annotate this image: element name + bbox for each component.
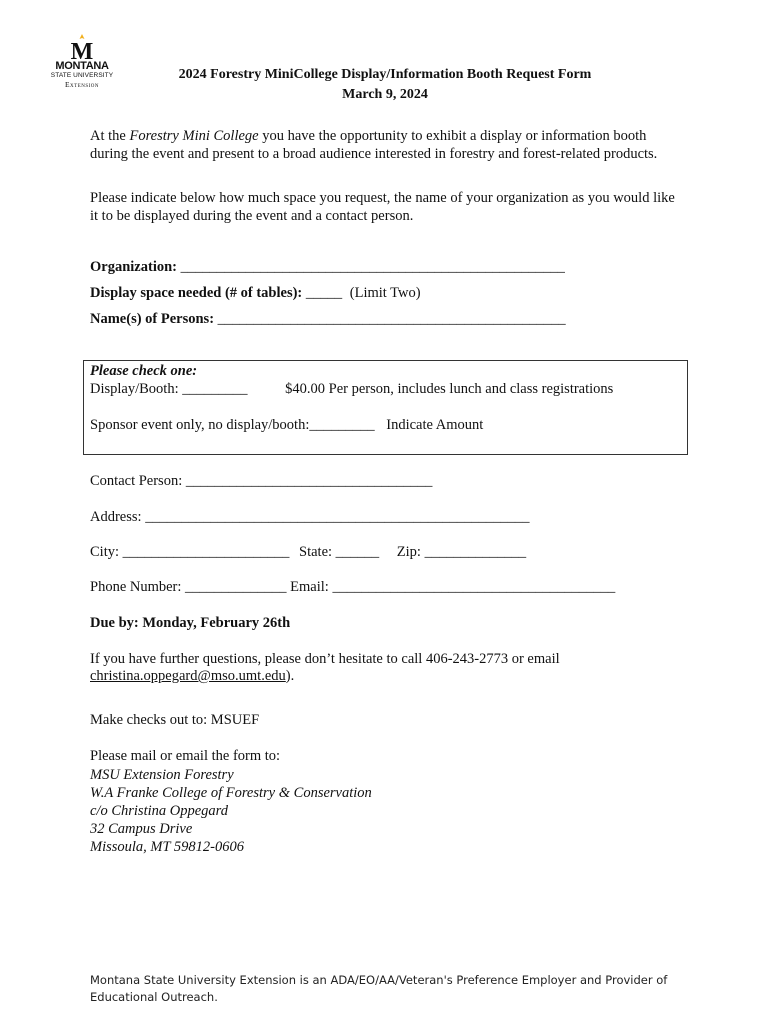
contact-person-field[interactable] [90, 473, 432, 490]
check-one-heading [90, 363, 197, 380]
booth-price: $40.00 Per person, includes lunch and class registrations [285, 381, 614, 397]
intro-suffix: you have the opportunity to exhibit a display or information booth during the event and present to a broad audience interested in forestry and forest-related products. [90, 128, 658, 162]
footer-line-1: Montana State University Extension is an ADA/EO/AA/Veteran's Preference Employer and Provider of [90, 973, 668, 987]
logo-line-montana: MONTANA [55, 60, 109, 72]
display-space-blank[interactable]: _____ [305, 285, 343, 301]
questions-suffix: ). [285, 668, 295, 684]
intro-paragraph [90, 128, 680, 163]
organization-blank[interactable]: _____________________________________________________ [180, 259, 565, 275]
questions-email-line [90, 668, 294, 685]
check-one-heading-text: Please check one: [90, 363, 198, 379]
email-label: Email: [290, 579, 329, 595]
city-label: City: [90, 544, 120, 560]
contact-person-blank[interactable]: __________________________________ [185, 473, 433, 489]
intro-prefix: At the [90, 128, 130, 144]
address-blank[interactable]: _____________________________________________________ [145, 509, 530, 525]
booth-option[interactable] [90, 381, 613, 398]
address-label: Address: [90, 509, 142, 525]
mail-address-line: 32 Campus Drive [90, 821, 193, 837]
questions-text: If you have further questions, please don’t hesitate to call 406-243-2773 or email [90, 651, 560, 667]
phone-email-row [90, 579, 615, 596]
email-blank[interactable]: _______________________________________ [332, 579, 616, 595]
mail-address-line: c/o Christina Oppegard [90, 803, 229, 819]
instructions-paragraph: Please indicate below how much space you request, the name of your organization as you would like it to be displayed during the event and a contact person. [90, 190, 675, 224]
footer-line-2: Educational Outreach. [90, 990, 218, 1004]
logo-line-extension: Extension [64, 80, 100, 89]
mail-address-line: Missoula, MT 59812-0606 [90, 839, 245, 855]
footer-statement [90, 972, 690, 1006]
organization-label: Organization: [90, 259, 177, 275]
logo-m-letter: M [70, 39, 94, 60]
mailing-address [90, 766, 372, 856]
sponsor-blank[interactable]: _________ [309, 417, 375, 433]
booth-label: Display/Booth: [90, 381, 179, 397]
booth-blank[interactable]: _________ [182, 381, 248, 397]
zip-blank[interactable]: ______________ [424, 544, 527, 560]
form-date: March 9, 2024 [342, 87, 428, 102]
display-space-note: (Limit Two) [349, 285, 421, 301]
names-field[interactable] [90, 311, 566, 328]
state-blank[interactable]: ______ [335, 544, 380, 560]
sponsor-option[interactable] [90, 417, 483, 434]
state-label: State: [299, 544, 333, 560]
contact-email-link[interactable]: christina.oppegard@mso.umt.edu [90, 668, 286, 684]
form-title: 2024 Forestry MiniCollege Display/Information Booth Request Form [178, 67, 592, 82]
checks-payable: Make checks out to: MSUEF [90, 712, 260, 728]
mail-intro: Please mail or email the form to: [90, 748, 281, 764]
city-state-zip-row [90, 544, 526, 561]
msu-mountain-m-icon [67, 34, 97, 60]
names-blank[interactable]: ________________________________________________ [217, 311, 566, 327]
names-label: Name(s) of Persons: [90, 311, 215, 327]
phone-blank[interactable]: ______________ [185, 579, 287, 595]
sponsor-label: Sponsor event only, no display/booth: [90, 417, 310, 433]
intro-event-name: Forestry Mini College [129, 128, 259, 144]
address-field[interactable] [90, 509, 529, 526]
display-space-field[interactable] [90, 285, 421, 302]
mail-address-line: W.A Franke College of Forestry & Conservation [90, 785, 372, 801]
due-date-text: Due by: Monday, February 26th [90, 615, 291, 631]
organization-field[interactable] [90, 259, 565, 276]
logo-line-state-university: STATE UNIVERSITY [50, 72, 114, 79]
phone-label: Phone Number: [90, 579, 182, 595]
sponsor-note: Indicate Amount [386, 417, 484, 433]
display-space-label: Display space needed (# of tables): [90, 285, 303, 301]
city-blank[interactable]: _______________________ [122, 544, 290, 560]
due-date [90, 615, 290, 632]
mail-address-line: MSU Extension Forestry [90, 767, 234, 783]
contact-person-label: Contact Person: [90, 473, 183, 489]
zip-label: Zip: [396, 544, 421, 560]
